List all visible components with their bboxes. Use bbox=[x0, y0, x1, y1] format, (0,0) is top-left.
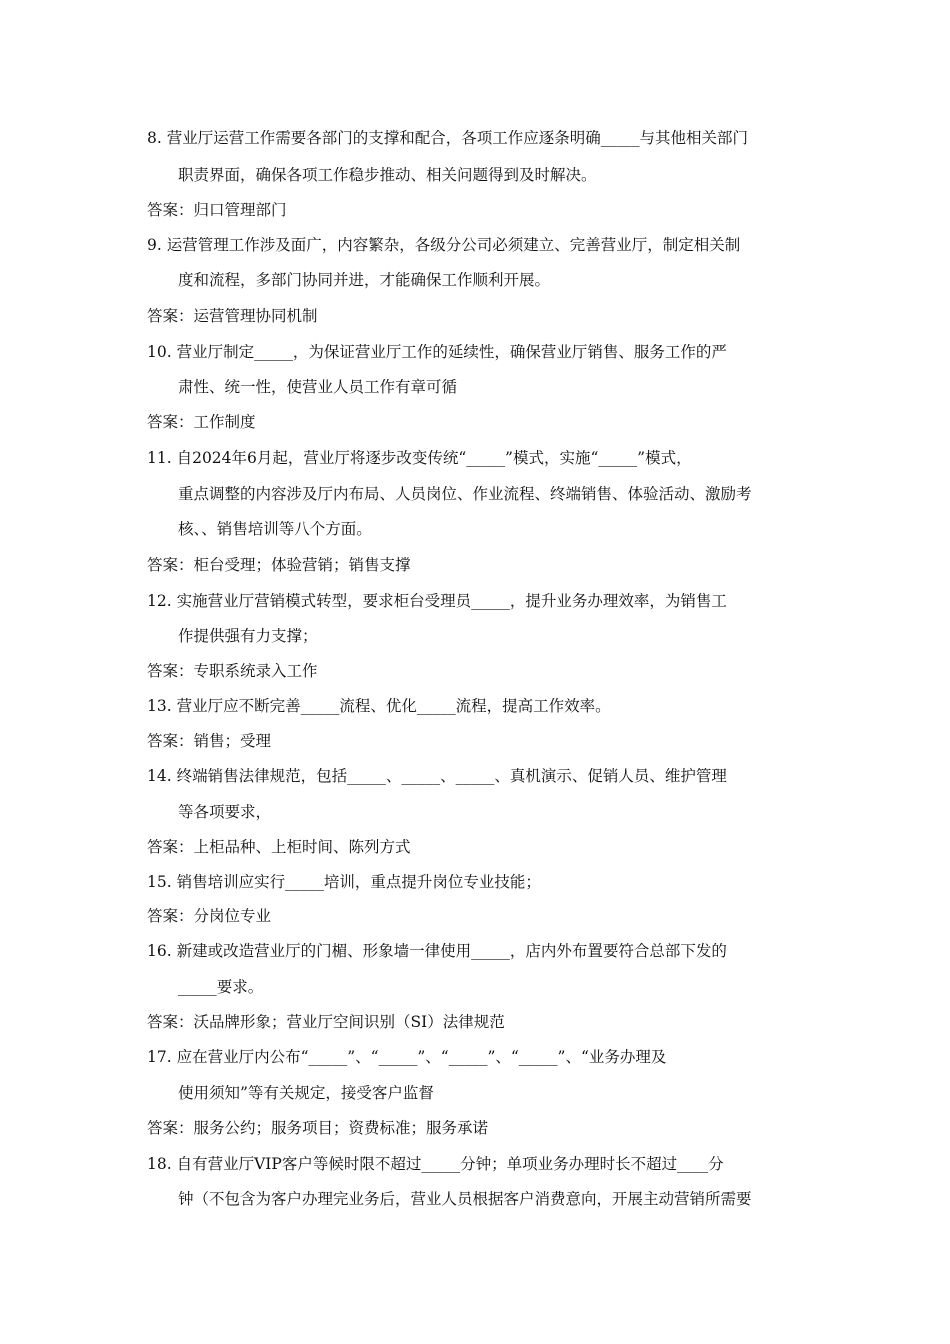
q9-answer: 答案：运营管理协同机制 bbox=[147, 307, 318, 325]
q17-line-2: 使用须知”等有关规定，接受客户监督 bbox=[178, 1084, 434, 1102]
q11-line-2: 重点调整的内容涉及厅内布局、人员岗位、作业流程、终端销售、体验活动、激励考 bbox=[178, 485, 752, 503]
q16-line-2: _____要求。 bbox=[178, 978, 264, 996]
q8-line-1: 8. 营业厅运营工作需要各部门的支撑和配合，各项工作应逐条明确_____与其他相关部门 bbox=[147, 129, 748, 147]
q10-line-2: 肃性、统一性，使营业人员工作有章可循 bbox=[178, 378, 458, 396]
q16-answer: 答案：沃品牌形象；营业厅空间识别（SI）法律规范 bbox=[147, 1013, 505, 1031]
q14-line-2: 等各项要求， bbox=[178, 803, 272, 821]
q14-line-1: 14. 终端销售法律规范，包括_____、_____、_____、真机演示、促销人员、维护管理 bbox=[147, 767, 727, 785]
q18-line-2: 钟（不包含为客户办理完业务后，营业人员根据客户消费意向，开展主动营销所需要 bbox=[178, 1190, 752, 1208]
q10-answer: 答案：工作制度 bbox=[147, 413, 256, 431]
q12-line-1: 12. 实施营业厅营销模式转型，要求柜台受理员_____，提升业务办理效率，为销售工 bbox=[147, 592, 727, 610]
q8-line-2: 职责界面，确保各项工作稳步推动、相关问题得到及时解决。 bbox=[178, 166, 597, 184]
q14-answer: 答案：上柜品种、上柜时间、陈列方式 bbox=[147, 838, 411, 856]
q11-answer: 答案：柜台受理；体验营销；销售支撑 bbox=[147, 556, 411, 574]
q11-line-3: 核、、销售培训等八个方面。 bbox=[178, 520, 372, 538]
q8-answer: 答案：归口管理部门 bbox=[147, 201, 287, 219]
q9-line-1: 9. 运营管理工作涉及面广，内容繁杂，各级分公司必须建立、完善营业厅，制定相关制 bbox=[147, 236, 741, 254]
q17-answer: 答案：服务公约；服务项目；资费标准；服务承诺 bbox=[147, 1119, 489, 1137]
q15-line-1: 15. 销售培训应实行_____培训，重点提升岗位专业技能； bbox=[147, 873, 541, 891]
q9-line-2: 度和流程，多部门协同并进，才能确保工作顺利开展。 bbox=[178, 271, 551, 289]
q16-line-1: 16. 新建或改造营业厅的门楣、形象墙一律使用_____，店内外布置要符合总部下发的 bbox=[147, 942, 727, 960]
q13-line-1: 13. 营业厅应不断完善_____流程、优化_____流程，提高工作效率。 bbox=[147, 697, 611, 715]
q12-line-2: 作提供强有力支撑； bbox=[178, 627, 318, 645]
q11-line-1: 11. 自2024年6月起，营业厅将逐步改变传统“_____”模式，实施“_____”模式， bbox=[147, 449, 692, 467]
q15-answer: 答案：分岗位专业 bbox=[147, 907, 272, 925]
q13-answer: 答案：销售；受理 bbox=[147, 732, 272, 750]
q12-answer: 答案：专职系统录入工作 bbox=[147, 662, 318, 680]
q10-line-1: 10. 营业厅制定_____，为保证营业厅工作的延续性，确保营业厅销售、服务工作的严 bbox=[147, 343, 727, 361]
q17-line-1: 17. 应在营业厅内公布“_____”、“_____”、“_____”、“_____”、“业务办理及 bbox=[147, 1048, 667, 1066]
q18-line-1: 18. 自有营业厅VIP客户等候时限不超过_____分钟；单项业务办理时长不超过____分 bbox=[147, 1155, 724, 1173]
